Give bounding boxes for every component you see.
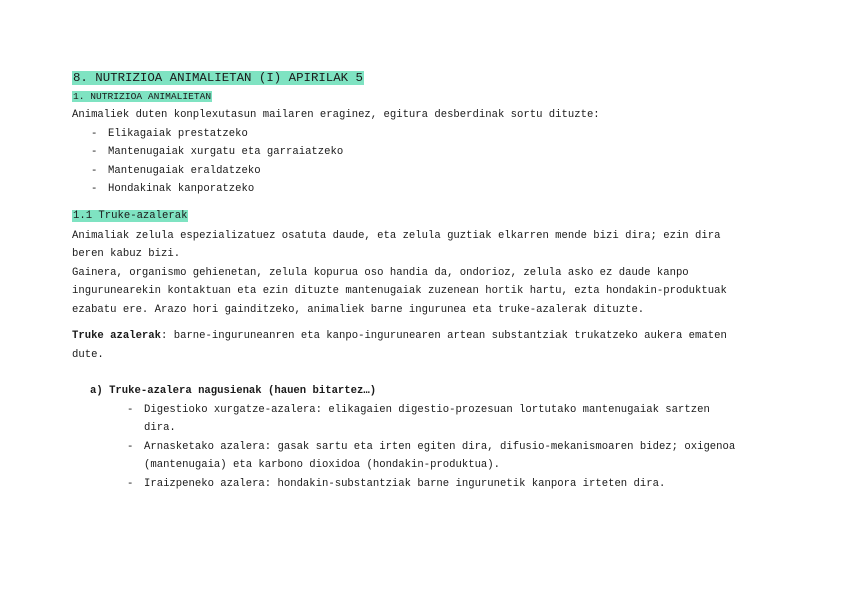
paragraph-line: ingurunearekin kontaktuan eta ezin dituzte mantenugaiak zuzenean hortik hartu, ezta hondakin-produktuak bbox=[72, 285, 727, 297]
definition-term: Truke azalerak bbox=[72, 330, 162, 342]
document-title bbox=[72, 70, 772, 86]
list-item: - Elikagaiak prestatzeko bbox=[91, 125, 772, 144]
definition-line: dute. bbox=[72, 348, 104, 361]
subsection-heading-truke bbox=[72, 209, 772, 223]
subsection-heading-text: 1.1 Truke-azalerak bbox=[73, 209, 188, 222]
section-intro: Animaliek duten konplexutasun mailaren eraginez, egitura desberdinak sortu dituzte: bbox=[72, 109, 600, 121]
list-item bbox=[127, 401, 772, 438]
list-item bbox=[127, 475, 772, 494]
list-item-line: - Digestioko xurgatze-azalera: elikagaien digestio-prozesuan lortutako mantenugaiak sartzen bbox=[144, 403, 710, 416]
paragraph-line: ezabatu ere. Arazo hori gainditzeko, animaliek barne ingurunea eta truke-azalerak dituzte. bbox=[72, 303, 645, 316]
paragraph-line: Animaliak zelula espezializatuez osatuta daude, eta zelula guztiak elkarren mende bizi dira; ezin dira bbox=[72, 229, 721, 242]
list-item: - Mantenugaiak xurgatu eta garraiatzeko bbox=[91, 143, 772, 162]
list-item bbox=[127, 438, 772, 475]
definition-line bbox=[72, 327, 772, 346]
document-page bbox=[72, 70, 772, 493]
section-heading-text: 1. NUTRIZIOA ANIMALIETAN bbox=[73, 91, 212, 102]
definition-text: : barne-inguruneanren eta kanpo-ingurunearen artean substantziak trukatzeko aukera ematen bbox=[161, 330, 727, 342]
paragraph-line: beren kabuz bizi. bbox=[72, 248, 181, 260]
list-item: - Mantenugaiak eraldatzeko bbox=[91, 162, 772, 181]
title-highlight: 8. NUTRIZIOA ANIMALIETAN (I) APIRILAK 5 bbox=[73, 71, 363, 85]
exchange-surfaces-list bbox=[72, 401, 772, 494]
paragraph-line: Gainera, organismo gehienetan, zelula kopurua oso handia da, ondorioz, zelula asko ez daude kanpo bbox=[72, 266, 689, 279]
list-item: - Hondakinak kanporatzeko bbox=[91, 180, 772, 199]
list-item-line: (mantenugaia) eta karbono dioxidoa (hondakin-produktua). bbox=[144, 459, 501, 471]
list-item-line: - Iraizpeneko azalera: hondakin-substantziak barne ingurunetik kanpora irteten dira. bbox=[144, 477, 666, 490]
list-item-line: - Arnasketako azalera: gasak sartu eta irten egiten dira, difusio-mekanismoaren bidez; oxigenoa bbox=[144, 440, 736, 453]
list-item-line: dira. bbox=[144, 422, 176, 434]
section-heading-nutrizioa bbox=[72, 90, 772, 104]
subsection-a-heading: a) Truke-azalera nagusienak (hauen bitartez…) bbox=[90, 385, 377, 397]
structure-list bbox=[72, 125, 772, 199]
